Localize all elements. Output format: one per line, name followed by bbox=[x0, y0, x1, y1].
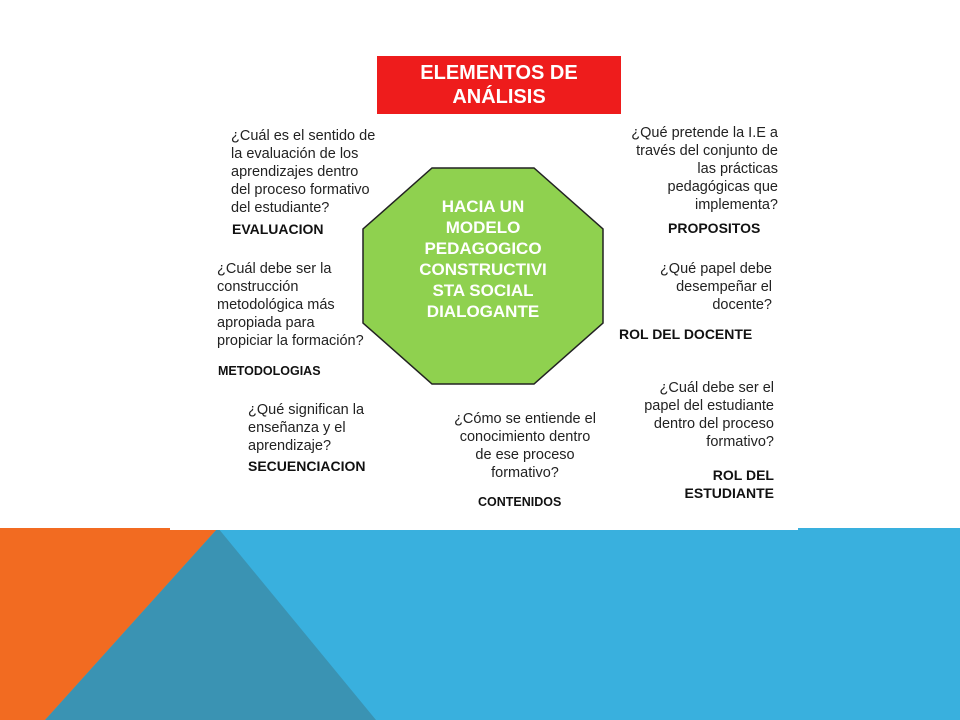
rol-docente-question-line: ¿Qué papel debe bbox=[659, 261, 772, 277]
center-line-6: DIALOGANTE bbox=[426, 302, 540, 321]
rol-docente-question-line: docente? bbox=[712, 297, 772, 313]
propositos-question bbox=[631, 124, 778, 214]
rol-estudiante-question-line: ¿Cuál debe ser el bbox=[659, 380, 774, 396]
rol-estudiante-question bbox=[644, 379, 774, 451]
secuenciacion-question-line: ¿Qué significan la bbox=[248, 402, 365, 418]
metodologias-question-line: propiciar la formación? bbox=[217, 333, 364, 349]
metodologias-question-line: ¿Cuál debe ser la bbox=[217, 261, 332, 277]
propositos-question-line: implementa? bbox=[694, 197, 778, 213]
evaluacion-question-line: aprendizajes dentro bbox=[231, 164, 359, 180]
rol-docente-question bbox=[660, 260, 772, 314]
title-line-2: ANÁLISIS bbox=[452, 86, 546, 108]
contenidos-question-line: formativo? bbox=[491, 465, 559, 481]
center-line-4: CONSTRUCTIVI bbox=[419, 260, 547, 279]
propositos-question-line: pedagógicas que bbox=[667, 179, 778, 195]
evaluacion-label: EVALUACION bbox=[232, 221, 324, 237]
contenidos-question-line: ¿Cómo se entiende el bbox=[454, 411, 596, 427]
secuenciacion-question-line: enseñanza y el bbox=[248, 420, 346, 436]
rol-docente-label: ROL DEL DOCENTE bbox=[619, 326, 753, 342]
evaluacion-question-line: la evaluación de los bbox=[231, 146, 359, 162]
secuenciacion-question-line: aprendizaje? bbox=[248, 438, 332, 454]
propositos-label: PROPOSITOS bbox=[668, 220, 761, 236]
rol-estudiante-label bbox=[685, 466, 774, 502]
propositos-question-line: través del conjunto de bbox=[636, 143, 778, 159]
rol-estudiante-question-line: dentro del proceso bbox=[653, 416, 774, 432]
contenidos-question-line: de ese proceso bbox=[475, 447, 575, 463]
metodologias-question bbox=[217, 260, 364, 350]
secuenciacion-question bbox=[248, 401, 364, 455]
propositos-question-line: las prácticas bbox=[697, 161, 778, 177]
rol-estudiante-label-line: ESTUDIANTE bbox=[684, 485, 774, 501]
center-line-5: STA SOCIAL bbox=[432, 281, 534, 300]
evaluacion-question-line: ¿Cuál es el sentido de bbox=[231, 128, 376, 144]
evaluacion-question-line: del estudiante? bbox=[231, 200, 330, 216]
rol-docente-question-line: desempeñar el bbox=[676, 279, 772, 295]
center-line-3: PEDAGOGICO bbox=[424, 239, 542, 258]
contenidos-label: CONTENIDOS bbox=[478, 495, 562, 509]
center-line-2: MODELO bbox=[445, 218, 521, 237]
metodologias-question-line: construcción bbox=[217, 279, 299, 295]
center-line-1: HACIA UN bbox=[441, 197, 525, 216]
rol-estudiante-question-line: papel del estudiante bbox=[644, 398, 774, 414]
center-concept-text bbox=[392, 196, 574, 322]
title-box bbox=[377, 56, 621, 114]
evaluacion-question-line: del proceso formativo bbox=[231, 182, 370, 198]
metodologias-label: METODOLOGIAS bbox=[218, 364, 321, 378]
metodologias-question-line: metodológica más bbox=[217, 297, 335, 313]
secuenciacion-label: SECUENCIACION bbox=[248, 458, 366, 474]
rol-estudiante-question-line: formativo? bbox=[706, 434, 774, 450]
propositos-question-line: ¿Qué pretende la I.E a bbox=[631, 125, 778, 141]
evaluacion-question bbox=[231, 127, 375, 217]
contenidos-question bbox=[440, 410, 610, 482]
contenidos-question-line: conocimiento dentro bbox=[459, 429, 591, 445]
rol-estudiante-label-line: ROL DEL bbox=[712, 467, 774, 483]
title-line-1: ELEMENTOS DE bbox=[420, 62, 578, 84]
metodologias-question-line: apropiada para bbox=[217, 315, 315, 331]
